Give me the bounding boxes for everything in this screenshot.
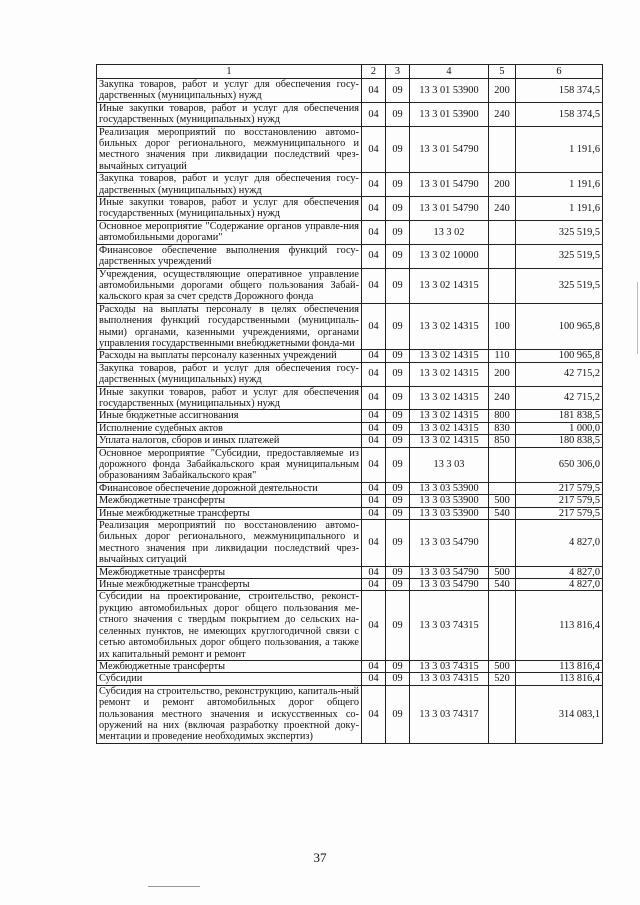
cell-target-article: 13 3 02 14315 (410, 268, 489, 303)
cell-razdel: 09 (386, 566, 410, 578)
cell-expense-type: 540 (489, 579, 516, 591)
cell-target-article: 13 3 01 53900 (410, 79, 489, 103)
cell-razdel: 09 (386, 268, 410, 303)
cell-name: Уплата налогов, сборов и иных платежей (97, 435, 362, 447)
margin-scan-mark (637, 282, 638, 354)
cell-razdel: 09 (386, 422, 410, 434)
cell-target-article: 13 3 02 14315 (410, 362, 489, 386)
cell-name: Межбюджетные трансферты (97, 495, 362, 507)
cell-target-article: 13 3 03 74317 (410, 685, 489, 743)
cell-glava: 04 (362, 220, 386, 244)
cell-amount: 4 827,0 (516, 579, 603, 591)
table-header-row (97, 65, 603, 79)
cell-glava: 04 (362, 303, 386, 350)
cell-razdel: 09 (386, 126, 410, 173)
table-row (97, 566, 603, 578)
cell-amount: 325 519,5 (516, 220, 603, 244)
column-header-name: 1 (97, 65, 362, 79)
cell-target-article: 13 3 02 14315 (410, 303, 489, 350)
cell-amount: 180 838,5 (516, 435, 603, 447)
cell-expense-type: 200 (489, 362, 516, 386)
cell-expense-type: 500 (489, 566, 516, 578)
cell-amount: 42 715,2 (516, 386, 603, 410)
cell-razdel: 09 (386, 435, 410, 447)
table-row (97, 362, 603, 386)
cell-glava: 04 (362, 244, 386, 268)
cell-name: Иные бюджетные ассигнования (97, 410, 362, 422)
cell-amount: 100 965,8 (516, 303, 603, 350)
cell-expense-type: 850 (489, 435, 516, 447)
cell-target-article: 13 3 03 54790 (410, 579, 489, 591)
cell-expense-type (489, 220, 516, 244)
cell-expense-type: 240 (489, 102, 516, 126)
cell-name: Финансовое обеспечение выполнения функций госу-дарственных учреждений (97, 244, 362, 268)
cell-target-article: 13 3 02 14315 (410, 422, 489, 434)
cell-name: Субсидии на проектирование, строительство, реконст-рукцию автомобильных дорог общего пользования ме-стного значения с твердым покрытием до сельских на-селенных пунктов, не имеющих круглогодичной связи с сетью автомобильных дорог общего пользования, а также их капитальный ремонт и ремонт (97, 591, 362, 660)
cell-name: Закупка товаров, работ и услуг для обеспечения госу-дарственных (муниципальных) нужд (97, 362, 362, 386)
cell-name: Субсидия на строительство, реконструкцию, капиталь-ный ремонт и ремонт автомобильных дорог общего пользования местного значения и искусственных со-оружений на них (включая разработку проектной доку-ментации и проведение необходимых экспертиз) (97, 685, 362, 743)
cell-name: Учреждения, осуществляющие оперативное управление автомобильными дорогами общего пользования Забай-кальского края за счет средств Дорожного фонда (97, 268, 362, 303)
table-body (97, 79, 603, 744)
table-row (97, 482, 603, 494)
cell-name: Расходы на выплаты персоналу казенных учреждений (97, 350, 362, 362)
cell-target-article: 13 3 02 14315 (410, 350, 489, 362)
cell-expense-type: 830 (489, 422, 516, 434)
table-row (97, 685, 603, 743)
cell-name: Иные закупки товаров, работ и услуг для обеспечения государственных (муниципальных) нужд (97, 197, 362, 221)
cell-razdel: 09 (386, 244, 410, 268)
cell-expense-type: 200 (489, 173, 516, 197)
cell-target-article: 13 3 02 14315 (410, 435, 489, 447)
table-row (97, 126, 603, 173)
cell-target-article: 13 3 03 74315 (410, 673, 489, 685)
cell-glava: 04 (362, 591, 386, 660)
cell-target-article: 13 3 02 10000 (410, 244, 489, 268)
cell-glava: 04 (362, 197, 386, 221)
cell-amount: 113 816,4 (516, 673, 603, 685)
cell-glava: 04 (362, 520, 386, 567)
table-row (97, 673, 603, 685)
cell-name: Расходы на выплаты персоналу в целях обеспечения выполнения функций государственными (муниципаль-ными) органами, казенными учреждениями, органами управления государственными внебюджетными фонда-ми (97, 303, 362, 350)
cell-name: Иные межбюджетные трансферты (97, 507, 362, 519)
column-header-expense-type: 5 (489, 65, 516, 79)
cell-target-article: 13 3 03 54790 (410, 566, 489, 578)
cell-target-article: 13 3 03 (410, 447, 489, 482)
cell-target-article: 13 3 03 53900 (410, 507, 489, 519)
cell-name: Основное мероприятие "Содержание органов управле-ния автомобильными дорогами" (97, 220, 362, 244)
cell-name: Межбюджетные трансферты (97, 660, 362, 672)
cell-glava: 04 (362, 362, 386, 386)
cell-razdel: 09 (386, 591, 410, 660)
cell-razdel: 09 (386, 520, 410, 567)
cell-name: Иные закупки товаров, работ и услуг для обеспечения государственных (муниципальных) нужд (97, 386, 362, 410)
column-header-target-article: 4 (410, 65, 489, 79)
cell-glava: 04 (362, 422, 386, 434)
cell-glava: 04 (362, 495, 386, 507)
table-row (97, 495, 603, 507)
cell-glava: 04 (362, 660, 386, 672)
cell-razdel: 09 (386, 447, 410, 482)
cell-target-article: 13 3 01 54790 (410, 126, 489, 173)
cell-target-article: 13 3 03 53900 (410, 482, 489, 494)
cell-razdel: 09 (386, 102, 410, 126)
table-row (97, 220, 603, 244)
table-row (97, 386, 603, 410)
table-row (97, 244, 603, 268)
cell-razdel: 09 (386, 220, 410, 244)
budget-table (96, 64, 603, 744)
cell-amount: 181 838,5 (516, 410, 603, 422)
cell-amount: 100 965,8 (516, 350, 603, 362)
cell-name: Закупка товаров, работ и услуг для обеспечения госу-дарственных (муниципальных) нужд (97, 173, 362, 197)
cell-glava: 04 (362, 566, 386, 578)
table-row (97, 350, 603, 362)
cell-target-article: 13 3 02 14315 (410, 410, 489, 422)
cell-glava: 04 (362, 410, 386, 422)
cell-amount: 158 374,5 (516, 79, 603, 103)
table-row (97, 660, 603, 672)
cell-amount: 217 579,5 (516, 482, 603, 494)
cell-amount: 42 715,2 (516, 362, 603, 386)
cell-razdel: 09 (386, 386, 410, 410)
page-number: 37 (313, 850, 327, 865)
cell-glava: 04 (362, 173, 386, 197)
cell-target-article: 13 3 03 74315 (410, 660, 489, 672)
cell-glava: 04 (362, 447, 386, 482)
cell-amount: 650 306,0 (516, 447, 603, 482)
cell-razdel: 09 (386, 495, 410, 507)
cell-razdel: 09 (386, 685, 410, 743)
footer-rule (148, 886, 200, 887)
cell-glava: 04 (362, 673, 386, 685)
cell-expense-type (489, 268, 516, 303)
cell-amount: 1 000,0 (516, 422, 603, 434)
cell-name: Иные закупки товаров, работ и услуг для обеспечения государственных (муниципальных) нужд (97, 102, 362, 126)
cell-target-article: 13 3 03 74315 (410, 591, 489, 660)
cell-target-article: 13 3 01 54790 (410, 173, 489, 197)
cell-glava: 04 (362, 507, 386, 519)
cell-glava: 04 (362, 579, 386, 591)
table-row (97, 268, 603, 303)
cell-target-article: 13 3 01 53900 (410, 102, 489, 126)
cell-expense-type: 500 (489, 495, 516, 507)
cell-amount: 113 816,4 (516, 660, 603, 672)
cell-expense-type: 500 (489, 660, 516, 672)
cell-amount: 325 519,5 (516, 268, 603, 303)
cell-razdel: 09 (386, 660, 410, 672)
column-header-glava: 2 (362, 65, 386, 79)
cell-glava: 04 (362, 482, 386, 494)
cell-razdel: 09 (386, 350, 410, 362)
cell-expense-type (489, 591, 516, 660)
cell-expense-type: 100 (489, 303, 516, 350)
cell-amount: 217 579,5 (516, 495, 603, 507)
cell-target-article: 13 3 02 (410, 220, 489, 244)
cell-name: Иные межбюджетные трансферты (97, 579, 362, 591)
table-row (97, 507, 603, 519)
cell-amount: 1 191,6 (516, 173, 603, 197)
cell-glava: 04 (362, 386, 386, 410)
table-row (97, 579, 603, 591)
cell-glava: 04 (362, 102, 386, 126)
cell-name: Основное мероприятие "Субсидии, предоставляемые из дорожного фонда Забайкальского края муниципальным образованиям Забайкальского края" (97, 447, 362, 482)
table-row (97, 173, 603, 197)
cell-amount: 4 827,0 (516, 566, 603, 578)
cell-razdel: 09 (386, 173, 410, 197)
table-row (97, 591, 603, 660)
column-header-razdel: 3 (386, 65, 410, 79)
cell-expense-type (489, 447, 516, 482)
cell-razdel: 09 (386, 579, 410, 591)
cell-expense-type (489, 244, 516, 268)
cell-expense-type (489, 520, 516, 567)
table-row (97, 422, 603, 434)
cell-razdel: 09 (386, 482, 410, 494)
cell-expense-type: 110 (489, 350, 516, 362)
cell-amount: 113 816,4 (516, 591, 603, 660)
cell-target-article: 13 3 01 54790 (410, 197, 489, 221)
cell-razdel: 09 (386, 673, 410, 685)
table-row (97, 447, 603, 482)
cell-expense-type (489, 685, 516, 743)
cell-name: Исполнение судебных актов (97, 422, 362, 434)
cell-glava: 04 (362, 350, 386, 362)
cell-target-article: 13 3 03 54790 (410, 520, 489, 567)
cell-glava: 04 (362, 685, 386, 743)
cell-expense-type: 520 (489, 673, 516, 685)
cell-amount: 1 191,6 (516, 126, 603, 173)
table-row (97, 79, 603, 103)
table-row (97, 435, 603, 447)
cell-razdel: 09 (386, 79, 410, 103)
table-row (97, 520, 603, 567)
cell-razdel: 09 (386, 362, 410, 386)
cell-target-article: 13 3 02 14315 (410, 386, 489, 410)
cell-name: Закупка товаров, работ и услуг для обеспечения госу-дарственных (муниципальных) нужд (97, 79, 362, 103)
cell-amount: 158 374,5 (516, 102, 603, 126)
table-row (97, 197, 603, 221)
cell-expense-type: 200 (489, 79, 516, 103)
cell-expense-type: 240 (489, 197, 516, 221)
cell-amount: 217 579,5 (516, 507, 603, 519)
cell-expense-type (489, 482, 516, 494)
cell-name: Субсидии (97, 673, 362, 685)
cell-amount: 1 191,6 (516, 197, 603, 221)
table-row (97, 102, 603, 126)
cell-razdel: 09 (386, 410, 410, 422)
cell-expense-type (489, 126, 516, 173)
cell-glava: 04 (362, 79, 386, 103)
column-header-amount: 6 (516, 65, 603, 79)
cell-name: Реализация мероприятий по восстановлению автомо-бильных дорог регионального, межмуниципального и местного значения при ликвидации последствий чрез-вычайных ситуаций (97, 126, 362, 173)
cell-name: Финансовое обеспечение дорожной деятельности (97, 482, 362, 494)
cell-name: Реализация мероприятий по восстановлению автомо-бильных дорог регионального, межмуниципального и местного значения при ликвидации последствий чрез-вычайных ситуаций (97, 520, 362, 567)
cell-glava: 04 (362, 435, 386, 447)
cell-target-article: 13 3 03 53900 (410, 495, 489, 507)
cell-glava: 04 (362, 268, 386, 303)
cell-razdel: 09 (386, 303, 410, 350)
table-row (97, 303, 603, 350)
cell-amount: 325 519,5 (516, 244, 603, 268)
cell-expense-type: 240 (489, 386, 516, 410)
cell-amount: 4 827,0 (516, 520, 603, 567)
cell-name: Межбюджетные трансферты (97, 566, 362, 578)
cell-razdel: 09 (386, 507, 410, 519)
cell-expense-type: 800 (489, 410, 516, 422)
cell-amount: 314 083,1 (516, 685, 603, 743)
cell-glava: 04 (362, 126, 386, 173)
table-row (97, 410, 603, 422)
cell-expense-type: 540 (489, 507, 516, 519)
cell-razdel: 09 (386, 197, 410, 221)
